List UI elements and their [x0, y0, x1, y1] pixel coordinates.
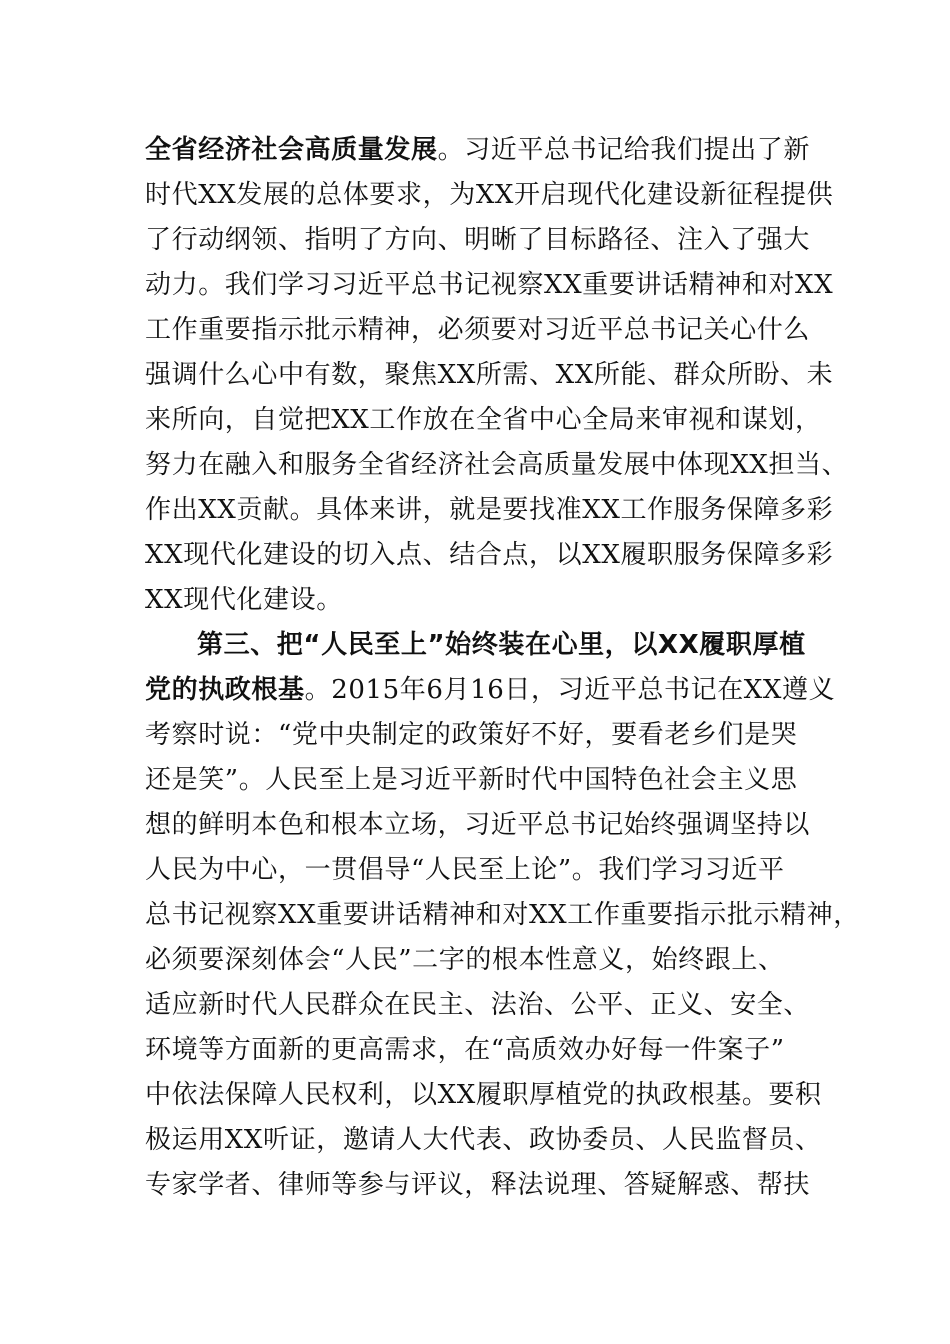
- paragraph-1-heading: 全省经济社会高质量发展: [145, 135, 438, 165]
- paragraph-2-heading-line-2: 党的执政根基: [145, 675, 305, 705]
- paragraph-1-line-8: 努力在融入和服务全省经济社会高质量发展中体现XX担当、: [145, 450, 849, 480]
- paragraph-1-line-1-text: 。习近平总书记给我们提出了新: [437, 135, 811, 165]
- paragraph-2-line-5: 想的鲜明本色和根本立场，习近平总书记始终强调坚持以: [145, 810, 811, 840]
- paragraph-2-line-4: 还是笑”。人民至上是习近平新时代中国特色社会主义思: [145, 765, 798, 795]
- paragraph-1-line-4: 动力。我们学习习近平总书记视察XX重要讲话精神和对XX: [145, 270, 834, 300]
- paragraph-1-line-3: 了行动纲领、指明了方向、明晰了目标路径、注入了强大: [145, 225, 811, 255]
- paragraph-2-line-6: 人民为中心，一贯倡导“人民至上论”。我们学习习近平: [145, 855, 785, 885]
- paragraph-2-line-3: 考察时说：“党中央制定的政策好不好，要看老乡们是哭: [145, 720, 798, 750]
- paragraph-2-line-7: 总书记视察XX重要讲话精神和对XX工作重要指示批示精神，: [145, 900, 860, 930]
- paragraph-2-heading-line-1: 第三、把“人民至上”始终装在心里，以XX履职厚植: [197, 630, 806, 660]
- paragraph-1-line-7: 来所向，自觉把XX工作放在全省中心全局来审视和谋划，: [145, 405, 822, 435]
- paragraph-2-line-2: [145, 667, 836, 713]
- paragraph-1-line-9: 作出XX贡献。具体来讲，就是要找准XX工作服务保障多彩: [145, 495, 834, 525]
- paragraph-1-line-11: XX现代化建设。: [145, 585, 343, 615]
- paragraph-2-line-11: 中依法保障人民权利，以XX履职厚植党的执政根基。要积: [145, 1080, 822, 1110]
- paragraph-2-line-2-text: 。2015年6月16日，习近平总书记在XX遵义: [304, 675, 836, 705]
- paragraph-1-line-10: XX现代化建设的切入点、结合点，以XX履职服务保障多彩: [145, 540, 834, 570]
- paragraph-1-line-2: 时代XX发展的总体要求，为XX开启现代化建设新征程提供: [145, 180, 834, 210]
- paragraph-1-line-1: [145, 127, 815, 173]
- paragraph-1-line-6: 强调什么心中有数，聚焦XX所需、XX所能、群众所盼、未: [145, 360, 834, 390]
- paragraph-2-line-12: 极运用XX听证，邀请人大代表、政协委员、人民监督员、: [145, 1125, 822, 1155]
- paragraph-2-line-9: 适应新时代人民群众在民主、法治、公平、正义、安全、: [145, 990, 811, 1020]
- paragraph-2-line-8: 必须要深刻体会“人民”二字的根本性意义，始终跟上、: [145, 945, 785, 975]
- paragraph-2-line-10: 环境等方面新的更高需求，在“高质效办好每一件案子”: [145, 1035, 785, 1065]
- paragraph-2-line-13: 专家学者、律师等参与评议，释法说理、答疑解惑、帮扶: [145, 1170, 811, 1200]
- paragraph-1-line-5: 工作重要指示批示精神，必须要对习近平总书记关心什么: [145, 315, 811, 345]
